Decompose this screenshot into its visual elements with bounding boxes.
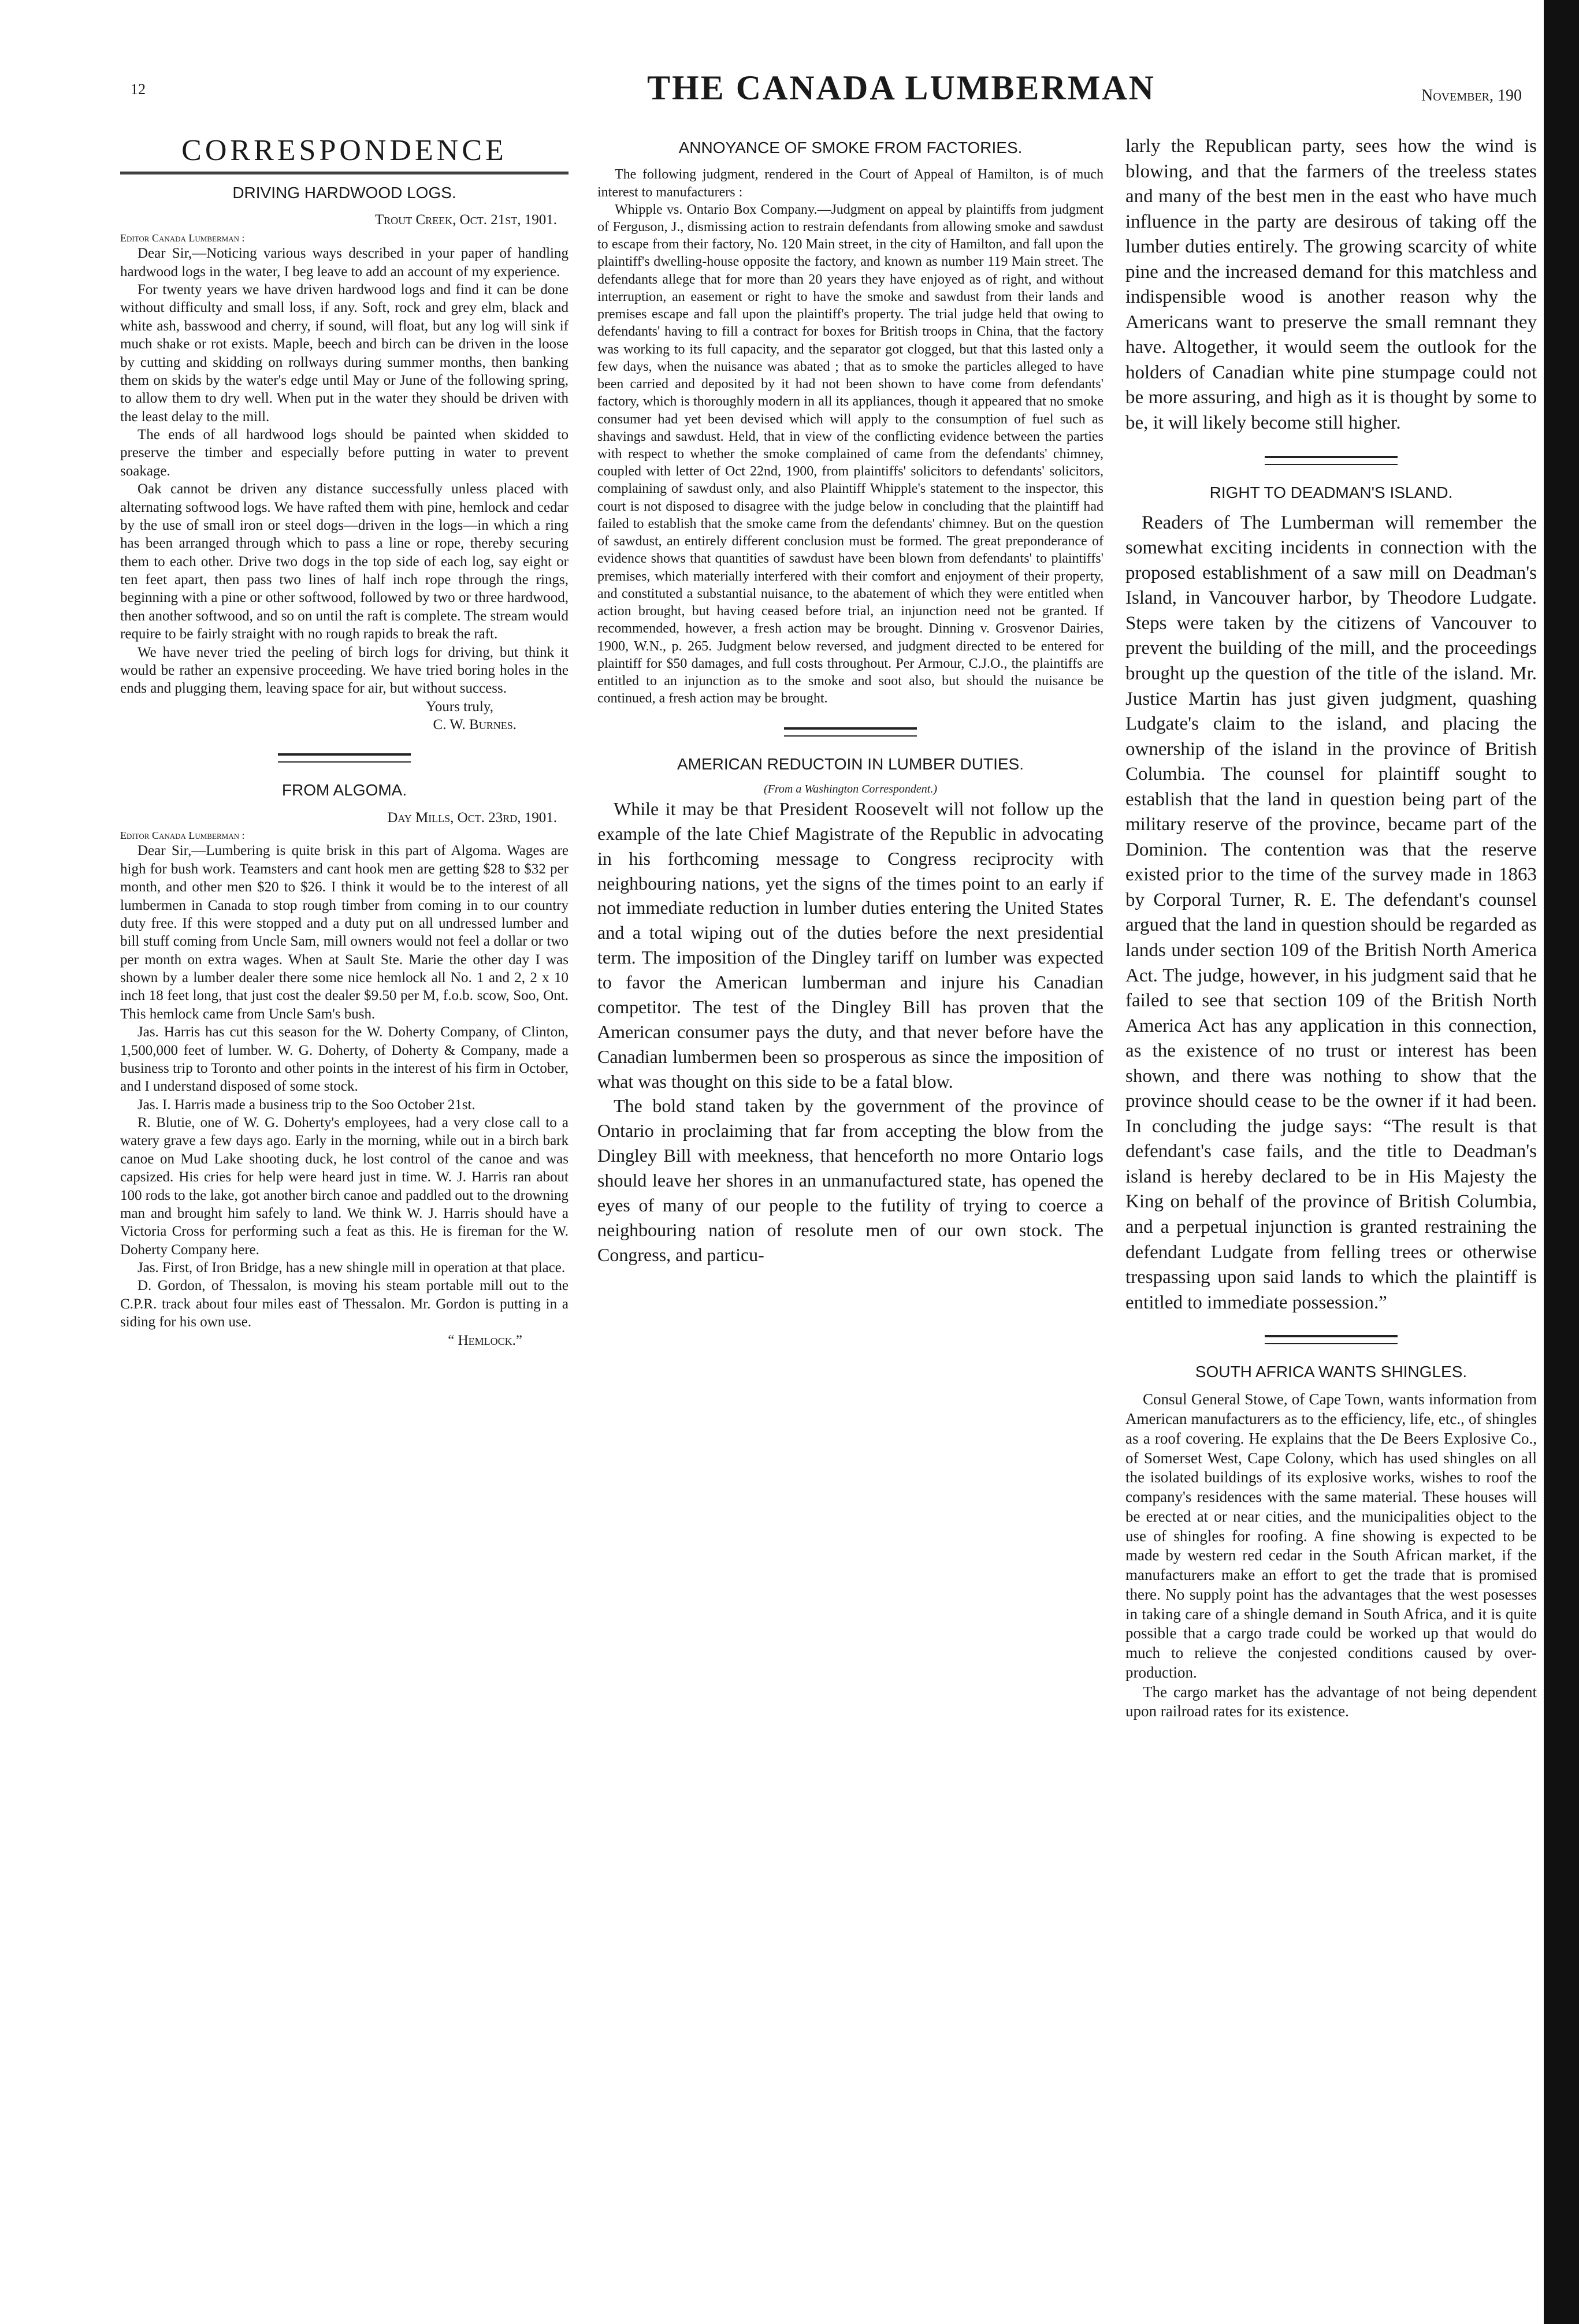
article-body [1125,511,1537,1316]
column-middle [597,134,1104,2318]
paragraph: Dear Sir,—Lumbering is quite brisk in this part of Algoma. Wages are high for bush work. Teamsters and cant hook men are getting $28 to $32 per month, and other men $20 to $26. I think it would be to the interest of all lumbermen in Canada to stop rough timber from coming in to our country duty free. If this were stopped and a duty put on all undressed lumber and bill stuff coming from Uncle Sam, mill owners would not feel a dollar or two per month on extra wages. When at Sault Ste. Marie the other day I was shown by a lumber dealer there some nice hemlock all No. 1 and 2, 2 x 10 inch 18 feet long, that just cost the dealer $9.50 per M, f.o.b. scow, Soo, Ont. This hemlock came from Uncle Sam's bush. [120,843,569,1022]
paragraph: While it may be that President Roosevelt will not follow up the example of the late Chief Magistrate of the Republic in advocating in his forthcoming message to Congress reciprocity with neighbouring nations, yet the signs of the times point to an early if not immediate reduction in lumber duties entering the United States and a total wiping out of the duties before the next presidential term. The imposition of the Dingley tariff on lumber was expected to favor the American lumberman and injure his Canadian competitor. The test of the Dingley Bill has proven that the American consumer pays the duty, and that never before have the Canadian lumbermen been so prosperous as since the imposition of what was thought on this side to be a fatal blow. [597,798,1104,1092]
section-divider [278,753,411,763]
page-number: 12 [131,81,146,98]
paragraph: The cargo market has the advantage of not being dependent upon railroad rates for its existence. [1125,1683,1537,1720]
article-smoke [597,137,1104,708]
paragraph: Jas. First, of Iron Bridge, has a new shingle mill in operation at that place. [138,1260,566,1276]
article-south-africa-shingles [1125,1362,1537,1721]
paragraph: For twenty years we have driven hardwood logs and find it can be done without difficulty and small loss, if any. Soft, rock and grey elm, black and white ash, basswood and cherry, if sound, will float, but any log will sink if much shake or rot exists. Maple, beech and birch can be driven in the loose by cutting and skidding on rollways during summer months, then banking them on skids by the water's edge until May or June of the following spring, to allow them to dry well. When put in the water they should be driven with the least delay to the mill. [120,282,569,425]
signature: C. W. Burnes. [433,717,517,733]
article-heading: RIGHT TO DEADMAN'S ISLAND. [1209,483,1453,501]
paragraph: larly the Republican party, sees how the wind is blowing, and that the farmers of the treeless states and many of the best men in the east who have much influence in the party are desirous of taking off the lumber duties entirely. The growing scarcity of white pine and the increased demand for this matchless and indispensible wood is another reason why the Americans want to preserve the small remnant they have. Altogether, it would seem the outlook for the holders of Canadian white pine stumpage could not be more assuring, and high as it is thought by some to be, it will likely become still higher. [1125,136,1537,434]
paragraph: Jas. Harris has cut this season for the W. Doherty Company, of Clinton, 1,500,000 feet of lumber. W. G. Doherty, of Doherty & Company, made a business trip to Toronto and other points in the interest of his firm in October, and I understand disposed of some stock. [120,1024,569,1095]
article-heading: ANNOYANCE OF SMOKE FROM FACTORIES. [678,139,1023,157]
paragraph: The bold stand taken by the government of the province of Ontario in proclaiming that far from accepting the blow from the Dingley Bill with meekness, that henceforth no more Ontario logs should leave her shores in an unmanufactured state, has opened the eyes of many of our people to the futility of trying to coerce a neighbouring nation of resolute men of our own stock. The Congress, and particu- [597,1095,1104,1265]
article-lumber-duties [597,754,1104,1267]
column-right [1125,134,1537,2318]
article-body [1125,1390,1537,1721]
paragraph: Oak cannot be driven any distance successfully unless placed with alternating softwood logs. We have rafted them with pine, hemlock and cedar by the use of small iron or steel dogs—driven in the logs—in which a ring has been arranged through which to pass a line or rope, thereby securing them to each other. Drive two dogs in the top side of each log, say eight or ten feet apart, then pass two lines of half inch rope through the rings, beginning with a pine or other softwood, followed by two or three hardwood, then another softwood, and so on until the raft is complete. The stream would require to be fairly straight with no rough rapids to break the raft. [120,481,569,642]
article-heading: SOUTH AFRICA WANTS SHINGLES. [1195,1363,1467,1381]
letter-from-algoma [120,780,569,1349]
salutation: Editor Canada Lumberman : [120,232,245,244]
section-divider [1265,456,1398,465]
scan-edge-shadow [1544,0,1579,2324]
paragraph: R. Blutie, one of W. G. Doherty's employees, had a very close call to a watery grave a few days ago. Early in the morning, while out in a birch bark canoe on Mud Lake shooting duck, he lost control of the canoe and was capsized. His cries for help were heard just in time. W. J. Harris ran about 100 rods to the lake, got another birch canoe and paddled out to the drowning man and brought him safely to land. We think W. J. Harris should have a Victoria Cross for performing such a feat as this. He is fireman for the W. Doherty Company here. [120,1115,569,1258]
article-deadmans-island [1125,482,1537,1316]
paragraph: The ends of all hardwood logs should be painted when skidded to preserve the timber and especially before putting in water to prevent soakage. [120,427,569,479]
signoff [120,698,569,734]
section-divider [784,727,917,737]
article-heading: AMERICAN REDUCTOIN IN LUMBER DUTIES. [677,754,1024,773]
article-subheading: (From a Washington Correspondent.) [764,782,937,795]
closing: Yours truly, [426,698,493,715]
column-correspondence [120,134,569,2318]
article-heading: FROM ALGOMA. [281,781,407,800]
paragraph: Dear Sir,—Noticing various ways described in your paper of handling hardwood logs in the water, I beg leave to add an account of my experience. [120,246,569,280]
article-continuation [1125,134,1537,436]
section-divider [1265,1335,1398,1344]
paragraph: D. Gordon, of Thessalon, is moving his steam portable mill out to the C.P.R. track about four miles east of Thessalon. Mr. Gordon is putting in a siding for his own use. [120,1278,569,1330]
paragraph: Jas. I. Harris made a business trip to the Soo October 21st. [138,1096,475,1113]
paragraph: Consul General Stowe, of Cape Town, wants information from American manufacturers as to the efficiency, life, etc., of shingles as a roof covering. He explains that the De Beers Explosive Co., of Somerset West, Cape Colony, which has used shingles on all the isolated buildings of its explosive works, wishes to roof the company's residences with the same material. These houses will be erected at or near cities, and the municipalities object to the use of shingles for roofing. A fine showing is expected to be made by western red cedar in the South African market, if the manufacturers make an effort to get the trade that is promised there. No supply point has the advantages that the west posesses in taking care of a shingle demand in South Africa, and it is quite possible that a cargo trade could be worked up that would do much to relieve the conjested conditions caused by over-production. [1125,1390,1537,1681]
issue-date: November, 190 [1421,87,1522,105]
paragraph: Readers of The Lumberman will remember the somewhat exciting incidents in connection with the proposed establishment of a saw mill on Deadman's Island, in Vancouver harbor, by Theodore Ludgate. Steps were taken by the citizens of Vancouver to prevent the building of the mill, and the proceedings brought up the question of the title of the island. Mr. Justice Martin has just given judgment, quashing Ludgate's claim to the island, and placing the ownership of the island in the province of British Columbia. The counsel for plaintiff sought to establish that the land in question being part of the military reserve of the province, became part of the Dominion. The contention was that the reserve existed prior to the time of the survey made in 1863 by Corporal Turner, R. E. The defendant's counsel argued that the land in question should be regarded as lands under section 109 of the British North America Act. The judge, however, in his judgment said that he failed to see that section 109 of the British North America Act has any application in this connection, as the existence of no trust or interest has been shown, and there was nothing to show that the province should cease to be the owner if it had been. In concluding the judge says: “The result is that defendant's case fails, and the title to Deadman's island is hereby declared to be in His Majesty the King on behalf of the province of British Columbia, and a perpetual injunction is granted restraining the defendant Ludgate from felling trees or otherwise trespassing upon said lands to which the plaintiff is entitled to immediate possession.” [1125,512,1537,1313]
dateline: Day Mills, Oct. 23rd, 1901. [387,809,557,826]
letter-driving-hardwood-logs [120,183,569,734]
paragraph: We have never tried the peeling of birch logs for driving, but think it would be rather an expensive proceeding. We have tried boring holes in the ends and plugging them, leaving space for air, but without success. [120,644,569,697]
salutation: Editor Canada Lumberman : [120,829,245,841]
signature: “ Hemlock.” [448,1332,522,1348]
publication-title: THE CANADA LUMBERMAN [647,69,1156,107]
paragraph: Whipple vs. Ontario Box Company.—Judgment on appeal by plaintiffs from judgment of Ferguson, J., dismissing action to restrain defendants from allowing smoke and sawdust to escape from their factory, No. 120 Main street, in the city of Hamilton, and fall upon the plaintiff's dwelling-house opposite the factory, and known as number 119 Main street. The defendants allege that for more than 20 years they have enjoyed as of right, and without interruption, an easement or right to have the smoke and sawdust from their lands and premises escape and fall upon the plaintiff's property. The trial judge held that owing to defendants' having to fill a contract for boxes for British troops in China, that the factory was working to its full capacity, and the separator got clogged, but that this lasted only a few days, when the nuisance was abated ; that as to smoke the particles alleged to have been carried and deposited by it had not been shown to have come from defendants' factory, which is thoroughly modern in all its appliances, though it appeared that no smoke consumer had yet been devised which will apply to the consumption of fuel such as shavings and sawdust. Held, that in view of the conflicting evidence between the parties with respect to whether the smoke complained of came from the defendants' chimney, coupled with letter of Oct 22nd, 1900, from plaintiffs' solicitors to defendants' solicitors, complaining of sawdust only, and also Plaintiff Whipple's statement to the inspector, this court is not disposed to disagree with the judge below in concluding that the plaintiff had failed to establish that the smoke came from the defendants' chimney. But on the question of sawdust, an entirely different conclusion must be formed. The great preponderance of evidence shows that quantities of sawdust have been blown from defendants' to plaintiffs' premises, which materially interfered with their comfort and enjoyment of their property, and constituted a substantial nuisance, to the abatement of which they were entitled when action brought, but having ceased before trial, an injunction need not be granted. If recommended, however, a fresh action may be brought. Dinning v. Grosvenor Dairies, 1900, W.N., p. 265. Judgment below reversed, and judgment directed to be entered for plaintiff for $50 damages, and full costs throughout. Per Armour, C.J.O., the plaintiffs are entitled to an injunction as to the smoke and soot also, but should the nuisance be continued, a fresh action may be brought. [597,202,1104,707]
section-title: CORRESPONDENCE [120,134,569,174]
article-heading: DRIVING HARDWOOD LOGS. [232,184,456,202]
paragraph: The following judgment, rendered in the Court of Appeal of Hamilton, is of much interest to manufacturers : [597,167,1104,200]
dateline: Trout Creek, Oct. 21st, 1901. [374,212,557,228]
article-body [597,797,1104,1267]
